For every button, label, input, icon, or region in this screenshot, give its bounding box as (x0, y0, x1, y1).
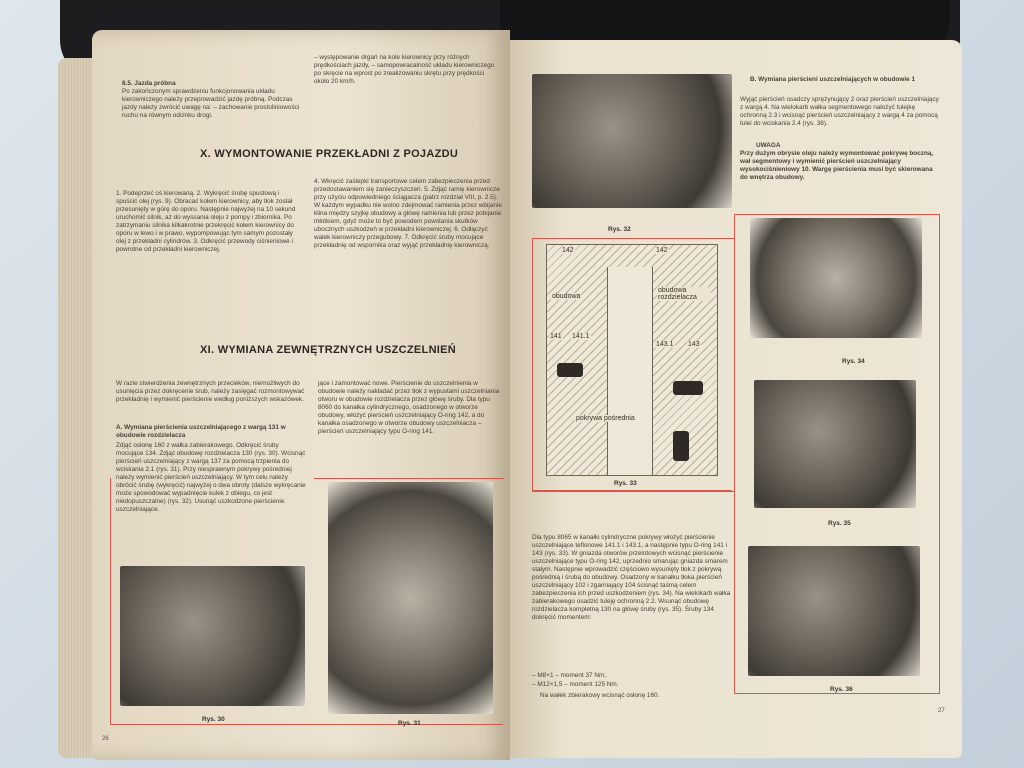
figure-31-caption: Rys. 31 (398, 720, 421, 727)
right-page-number: 27 (938, 708, 945, 714)
diagram-seal-141 (557, 363, 583, 377)
diagram-seal-143 (673, 381, 703, 395)
figure-36-photo (748, 546, 920, 676)
diagram-label-obudowa: obudowa (552, 293, 581, 300)
section-xi-intro: W razie stwierdzenia zewnętrznych przecieków, niemożliwych do usunięcia przez dokręcenie śrub, należy zasięgać rozmontowywać przekładnię i wymienić pierścienie według poniższych wskazówek. (116, 380, 305, 403)
figure-frame-top (314, 478, 504, 479)
figure-35-photo (754, 380, 916, 508)
section-b-title: B. Wymiana pierścieni uszczelniających w obudowie 1 (750, 76, 916, 83)
diagram-seal-142 (673, 431, 689, 461)
intro-heading: 8.5. Jazda próbna (122, 80, 176, 87)
sub-a-title: A. Wymiana pierścienia uszczelniającego z wargą 131 w obudowie rozdzielacza (116, 424, 286, 439)
figure-32-caption: Rys. 32 (608, 226, 631, 233)
section-x-col2: 4. Wkręcić zaślepki transportowe celem zabezpieczenia przed przedostawaniem się zanieczyszczeń. 5. Zdjąć ramię kierownicze przy użyciu odpowiedniego ściągacza (patrz rozdział VIII, p. 2.5). W każdym wypadku nie wolno zdejmować ramienia przez wbijanie klina między szyjkę obudowy a główę ramienia lub przez pobijanie młotkiem, gdyż może to być powodem powstania skutków ubocznych uszkodzeń w przekładni kierowniczej. 6. Odłączyć wałek kierowniczy przegubowy. 7. Odkręcić śruby mocujące przekładnię od wspornika oraz wyjąć przekładnię kierowniczą. (314, 178, 502, 249)
diagram-label-141: 141 (550, 333, 562, 340)
right-page (510, 40, 962, 758)
section-b-body: Wyjąć pierścień osadczy sprężynujący 2 oraz pierścień uszczelniający z wargą 4. Na wielokarb wałka segmentowego nałożyć tulejkę ochronną 2.3 i wcisnąć pierścień uszczelniający z wargą 4 za pomocą tulei do wciskania 2.4 (rys. 38). (740, 96, 939, 127)
right-body-text: Dla typu 8065 w kanałki cylindryczne pokrywy włożyć pierścienie uszczelniające teflonowe 141.1 i 143.1, a następnie typu O-ring 141 i 143 (rys. 33). W gniazda otworów przelotowych wcisnąć pierścienie uszczelniające typu O-ring 142, uprzednio smarując gniazda smarem stałym. Następnie wprowadzić częściowo wysunięty tłok z pokrywą pośrednią i śrubą do obudowy. Osadzony w kanałku tłoka pierścień uszczelniający 102 i zgarniający 104 ścisnąć taśmą celem zabezpieczenia ich przed uszkodzeniem (rys. 34). Na wielokarb wałka zabierakowego osadzić tuleję ochronną 2.2. Wsunąć obudowę rozdzielacza kompletną 130 na główę śruby (rys. 35). Śruby 134 dokręcić momentem: (532, 534, 731, 621)
left-page-number: 26 (102, 736, 109, 742)
figure-34-photo (750, 218, 922, 338)
sub-a-body: Zdjąć osłonę 160 z wałka zabierakowego. Odkręcić śruby mocujące 134. Zdjąć obudowę rozdzielacza 130 (rys. 30). Wcisnąć pierścień uszczelniający z wargą 137 za pomocą trzpienia do wciskania 2.1 (rys. 31). Przy niesprawnym pokrywy pośredniej należy wymienić pierścień uszczelniający. W tym celu należy obrócić śrubę (wykręcić) najwyżej o dwa obroty (dalsze wykręcanie może spowodować wypadnięcie kulek z obiegu, co jest niedopuszczalne) (rys. 32). Usunąć uszkodzone pierścienie uszczelniające. (116, 442, 306, 513)
intro-col1: Po zakończonym sprawdzeniu funkcjonowania układu kierowniczego należy przeprowadzić jazdę próbną. Podczas jazdy należy zwrócić uwagę na: – zachowanie prostoliniowości ruchu na równym odcinku drogi. (122, 88, 300, 119)
figure-33-seal-diagram (546, 244, 718, 476)
diagram-label-141-1: 141.1 (572, 333, 590, 340)
torque-spec-2: – M12×1,5 – moment 125 Nm. (532, 681, 619, 688)
figure-30-photo (120, 566, 305, 706)
diagram-piston-bore (607, 267, 653, 475)
section-xi-title: XI. WYMIANA ZEWNĘTRZNYCH USZCZELNIEŃ (200, 344, 457, 356)
intro-col2: – występowanie drgań na kole kierownicy przy różnych prędkościach jazdy, – samopowracalność układu kierowniczego po skręcie na wprost po zrealizowaniu skrętu przy prędkości około 20 km/h. (314, 54, 495, 85)
figure-34-caption: Rys. 34 (842, 358, 865, 365)
right-column-body: jące i zamontować nowe. Pierścienie do uszczelnienia w obudowie należy nakładać przez tłok z wypustami uszczelniania otworu w obudowie rozdzielacza przez główę śruby. Dla typu 8060 do kanałka cylindrycznego, osadzonego w otworze obudowy, włożyć pierścień uszczelniający O-ring 142, a do kanałka osadzonego w otworze obudowy uszczelniacza – pierścień uszczelniający typu O-ring 141. (318, 380, 500, 435)
left-page (92, 30, 510, 760)
diagram-label-143-1: 143.1 (656, 341, 674, 348)
figure-35-caption: Rys. 35 (828, 520, 851, 527)
diagram-label-142-left: 142 (562, 247, 574, 254)
torque-spec-1: – M8×1 – moment 37 Nm, (532, 672, 607, 679)
figure-32-photo (532, 74, 732, 208)
section-x-title: X. WYMONTOWANIE PRZEKŁADNI Z POJAZDU (200, 148, 459, 160)
diagram-label-obudowa-rozdzielacza: obudowa rozdzielacza (657, 287, 711, 301)
final-instruction: Na wałek zbierakowy wcisnąć osłonę 160. (540, 692, 660, 699)
uwaga-body: Przy dużym obrysie oleju należy wymontować pokrywę boczną, wał segmentowy i wymienić pierścień uszczelniający wysokociśnieniowy 10. Wargę pierścienia musi być skierowana do wnętrza obudowy. (740, 150, 934, 181)
figure-33-caption: Rys. 33 (614, 480, 637, 487)
figure-31-photo (328, 482, 493, 714)
diagram-label-pokrywa: pokrywa pośrednia (576, 415, 635, 422)
body-text-frame-line (532, 490, 732, 491)
figure-36-caption: Rys. 36 (830, 686, 853, 693)
figure-30-caption: Rys. 30 (202, 716, 225, 723)
uwaga-label: UWAGA (756, 142, 781, 149)
diagram-label-143: 143 (688, 341, 700, 348)
diagram-label-142-right: 142 (656, 247, 668, 254)
section-x-col1: 1. Podeprzeć oś kierowaną. 2. Wykręcić śrubę spustową i spuścić olej (rys. 9). Obracać kołem kierownicy, aby tłok został przesunięty w górę do oporu. Następnie najwyżej na 10 sekund uruchomić silnik, aż do wyssania oleju z pompy i zbiornika. Po zatrzymaniu silnika kilkakrotnie przekręcić kołem kierownicy do oporu w lewo i w prawo, wypompowując tym samym pozostały olej z przekładni cylindrów. 3. Odkręcić przewody ciśnieniowe i powrotne od przekładni kierowniczej. (116, 190, 296, 253)
